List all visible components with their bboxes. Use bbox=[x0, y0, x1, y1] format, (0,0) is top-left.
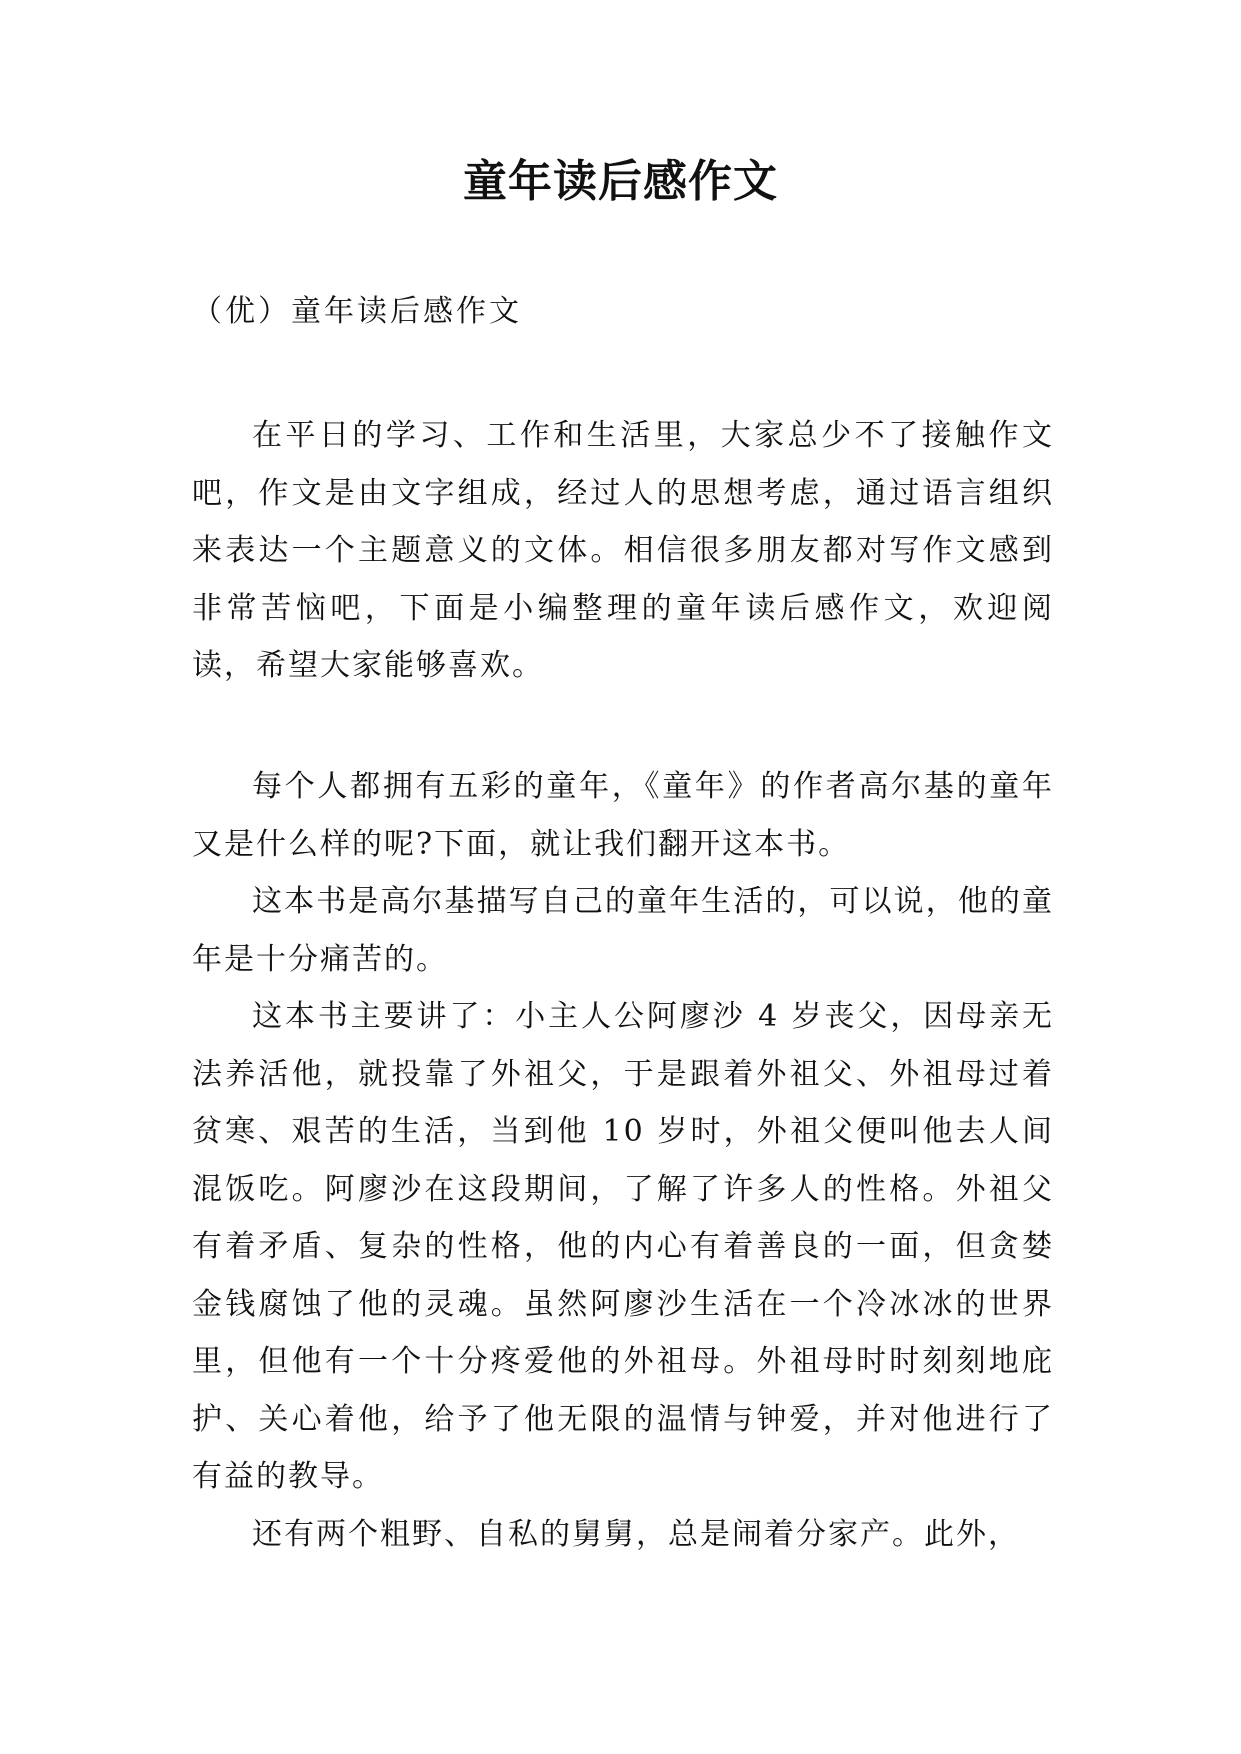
document-subtitle: （优）童年读后感作文 bbox=[192, 294, 522, 329]
body-paragraph-3: 这本书主要讲了：小主人公阿廖沙 4 岁丧父，因母亲无法养活他，就投靠了外祖父，于是跟着外祖父、外祖母过着贫寒、艰苦的生活，当到他 10 岁时，外祖父便叫他去人间混饭吃。阿廖沙在这段期间，了解了许多人的性格。外祖父有着矛盾、复杂的性格，他的内心有着善良的一面，但贪婪金钱腐蚀了他的灵魂。虽然阿廖沙生活在一个冷冰冰的世界里，但他有一个十分疼爱他的外祖母。外祖母时时刻刻地庇护、关心着他，给予了他无限的温情与钟爱，并对他进行了有益的教导。 bbox=[192, 999, 1054, 1494]
body-paragraph-1: 每个人都拥有五彩的童年，《童年》的作者高尔基的童年又是什么样的呢?下面，就让我们翻开这本书。 bbox=[192, 769, 1054, 862]
body-paragraph-2: 这本书是高尔基描写自己的童年生活的，可以说，他的童年是十分痛苦的。 bbox=[192, 884, 1054, 977]
document-title: 童年读后感作文 bbox=[463, 156, 778, 207]
body-paragraph-4: 还有两个粗野、自私的舅舅，总是闹着分家产。此外， bbox=[252, 1516, 1020, 1552]
intro-paragraph: 在平日的学习、工作和生活里，大家总少不了接触作文吧，作文是由文字组成，经过人的思想考虑，通过语言组织来表达一个主题意义的文体。相信很多朋友都对写作文感到非常苦恼吧，下面是小编整理的童年读后感作文，欢迎阅读，希望大家能够喜欢。 bbox=[192, 418, 1054, 683]
essay-body bbox=[192, 758, 1054, 1563]
intro-section bbox=[192, 407, 1054, 695]
